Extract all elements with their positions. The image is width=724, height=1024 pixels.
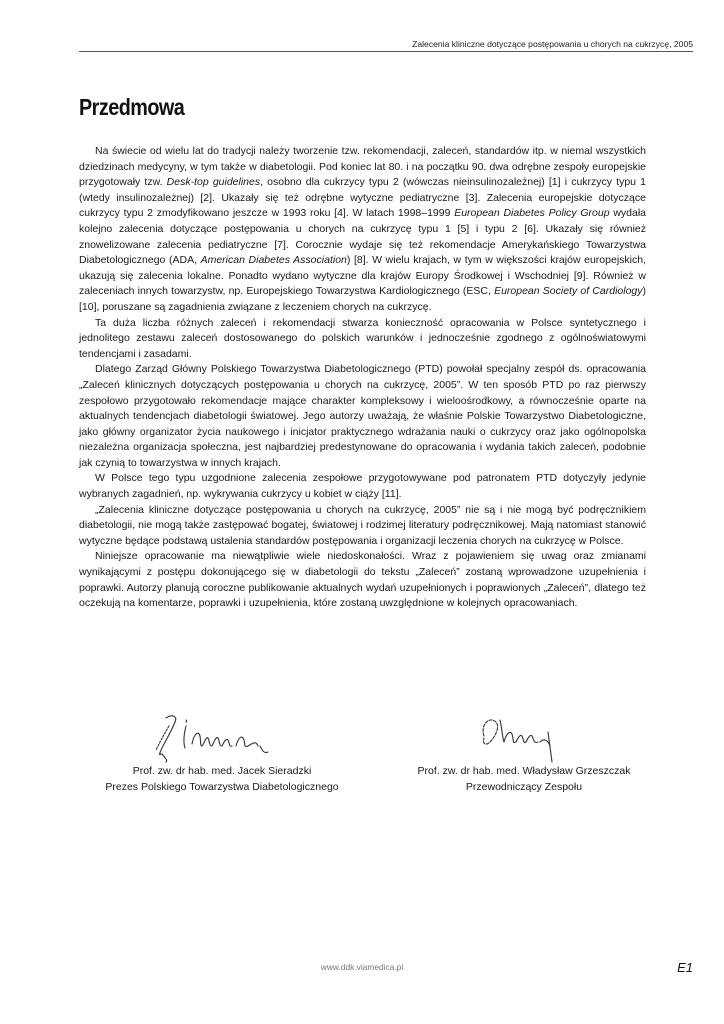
signature-role-left: Prezes Polskiego Towarzystwa Diabetologicznego [105,780,339,793]
text-segment: W Polsce tego typu uzgodnione zalecenia zespołowe przygotowywane pod patronatem PTD dotyczyły jedynie wybranych zagadnień, np. wykrywania cukrzycy u kobiet w ciąży [11]. [79,472,646,501]
running-title: Zalecenia kliniczne dotyczące postępowania u chorych na cukrzycę, 2005 [412,39,693,49]
footer-url: www.ddk.viamedica.pl [320,962,404,972]
paragraph [79,503,646,550]
italic-text-segment: European Diabetes Policy Group [454,207,610,220]
text-segment: wydała kolejno zalecenia dotyczące postępowania u chorych na cukrzycę typu 1 [5] i typu 2 [6]. Ukazały się również znowelizowane zalecenia pediatryczne [7]. Corocznie wydaje się też rekomendacje Amerykańskiego Towarzystwa Diabetologicznego (ADA, [79,207,646,267]
text-segment: Ta duża liczba różnych zaleceń i rekomendacji stwarza konieczność opracowania w Polsce syntetycznego i jednolitego zestawu zaleceń dostosowanego do polskich warunków i jednocześnie zgodnego z ogólnoświatowymi tendencjami i zasadami. [79,316,646,360]
text-segment: Niniejsze opracowanie ma niewątpliwie wiele niedoskonałości. Wraz z pojawieniem się uwag oraz zmianami wynikającymi z postępu dokonującego się w diabetologii do tekstu „Zaleceń” zostaną wprowadzone uzupełnienia i poprawki. Autorzy planują coroczne publikowanie aktualnych wydań uzupełnionych i poprawionych „Zaleceń”, dlatego też oczekują na komentarze, poprawki i uzupełnienia, które zostaną uwzględnione w kolejnych opracowaniach. [79,550,646,610]
running-header [79,39,693,52]
signature-name-left: Prof. zw. dr hab. med. Jacek Sieradzki [132,765,312,777]
text-segment: , osobno dla cukrzycy typu 2 (wówczas nieinsulinozależnej) [1] i cukrzycy typu 1 (wtedy insulinozależnej) [2]. Ukazały się też odrębne wytyczne pediatryczne [3]. Zalecenia europejskie dotyczące cukrzycy typu 2 zmodyfikowano jeszcze w 1993 roku [4]. W latach 1998–1999 [79,176,647,220]
body-text [79,144,646,612]
paragraph [79,471,646,502]
paragraph [79,549,646,611]
handwritten-signature-left [142,706,302,764]
signature-block-left [72,706,372,795]
paragraph [79,362,646,471]
signature-role-right: Przewodniczący Zespołu [465,780,583,793]
text-segment: ) [10], poruszane są zagadnienia związane z leczeniem chorych na cukrzycę. [79,285,647,313]
paragraph [79,144,646,316]
text-segment: Na świecie od wielu lat do tradycji należy tworzenie tzw. rekomendacji, zaleceń, standardów itp. w niemal wszystkich dziedzinach medycyny, w tym także w diabetologii. Pod koniec lat 80. i na początku 90. dwa odrębne zespoły europejskie przygotowały tzw. [79,145,646,189]
italic-text-segment: European Society of Cardiology [494,285,643,298]
signature-name-right: Prof. zw. dr hab. med. Władysław Grzeszczak [417,765,631,777]
handwritten-signature-right [444,706,604,764]
italic-text-segment: Desk-top guidelines [166,176,261,189]
paragraph [79,316,646,363]
text-segment: „Zalecenia kliniczne dotyczące postępowania u chorych na cukrzycę, 2005” nie są i nie mogą być podręcznikiem diabetologii, nie mogą także zastępować bogatej, światowej i rodzimej literatury podręcznikowej. Mają natomiast stanowić wytyczne będące podstawą ustalenia standardów postępowania i organizacji leczenia chorych na cukrzycę w Polsce. [79,503,646,547]
text-segment: ) [8]. W wielu krajach, w tym w większości krajów europejskich, ukazują się zalecenia lokalne. Ponadto wydano wytyczne dla krajów Europy Środkowej i Wschodniej [9]. Również w zaleceniach innych towarzystw, np. Europejskiego Towarzystwa Kardiologicznego (ESC, [79,254,646,298]
signature-block-right [374,706,674,795]
italic-text-segment: American Diabetes Association [200,254,347,267]
text-segment: Dlatego Zarząd Główny Polskiego Towarzystwa Diabetologicznego (PTD) powołał specjalny zespół ds. opracowania „Zaleceń klinicznych dotyczących postępowania u chorych na cukrzycę, 2005”. W ten sposób PTD po raz pierwszy zespołowo przygotowało rekomendacje mające charakter kompleksowy i wieloośrodkowy, a równocześnie oparte na aktualnych tendencjach diabetologii światowej. Jego autorzy uważają, że właśnie Polskie Towarzystwo Diabetologiczne, jako główny organizator życia naukowego i inicjator praktycznego wdrażania nauki o cukrzycy oraz jako ogólnopolska niezależna organizacja społeczna, jest najbardziej predestynowane do opracowania i wydania takich zaleceń, podobnie jak czynią to towarzystwa w innych krajach. [79,363,646,469]
page-number: E1 [677,960,693,975]
page-title: Przedmowa [79,94,185,120]
